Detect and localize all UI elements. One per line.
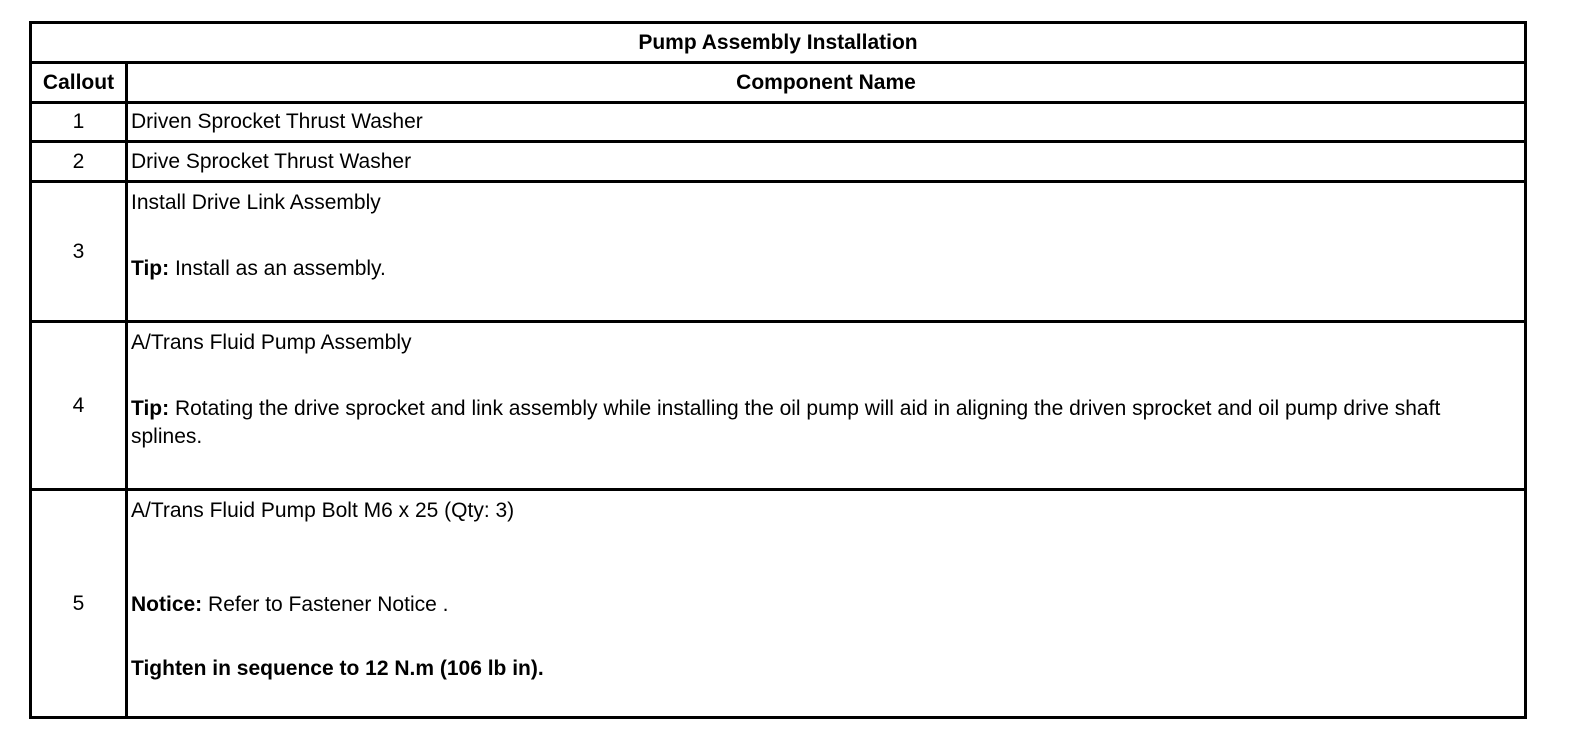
callout-cell: 5	[31, 490, 127, 718]
table-header-row	[31, 63, 1526, 103]
tip-note	[131, 255, 1500, 283]
tip-note	[131, 395, 1500, 451]
table-row	[31, 142, 1526, 182]
component-cell	[127, 103, 1526, 142]
table-row	[31, 490, 1526, 718]
torque-spec	[131, 655, 1500, 683]
callout-cell: 2	[31, 142, 127, 182]
component-name: Driven Sprocket Thrust Washer	[131, 110, 423, 133]
notice-note	[131, 591, 1500, 619]
header-component-name: Component Name	[127, 63, 1526, 103]
component-cell	[127, 142, 1526, 182]
component-name: A/Trans Fluid Pump Assembly	[131, 331, 412, 354]
notice-text: Refer to Fastener Notice .	[202, 593, 449, 616]
component-cell	[127, 490, 1526, 718]
table-row	[31, 322, 1526, 490]
tip-text: Rotating the drive sprocket and link assembly while installing the oil pump will aid in aligning the driven sprocket and oil pump drive shaft splines.	[131, 397, 1441, 448]
pump-assembly-table	[29, 21, 1527, 719]
table-title-row	[31, 23, 1526, 63]
tip-text: Install as an assembly.	[169, 257, 386, 280]
component-name: Install Drive Link Assembly	[131, 191, 381, 214]
callout-cell: 1	[31, 103, 127, 142]
component-name: Drive Sprocket Thrust Washer	[131, 149, 412, 173]
component-name: A/Trans Fluid Pump Bolt M6 x 25 (Qty: 3)	[131, 499, 515, 522]
torque-text: Tighten in sequence to 12 N.m (106 lb in).	[131, 657, 544, 680]
notice-label: Notice:	[131, 593, 203, 616]
table-row	[31, 103, 1526, 142]
tip-label: Tip:	[131, 257, 170, 280]
header-callout: Callout	[31, 63, 127, 103]
callout-cell: 4	[31, 322, 127, 490]
component-cell	[127, 322, 1526, 490]
table-row	[31, 182, 1526, 322]
table-title: Pump Assembly Installation	[31, 23, 1526, 63]
tip-label: Tip:	[131, 397, 170, 420]
callout-cell: 3	[31, 182, 127, 322]
component-cell	[127, 182, 1526, 322]
